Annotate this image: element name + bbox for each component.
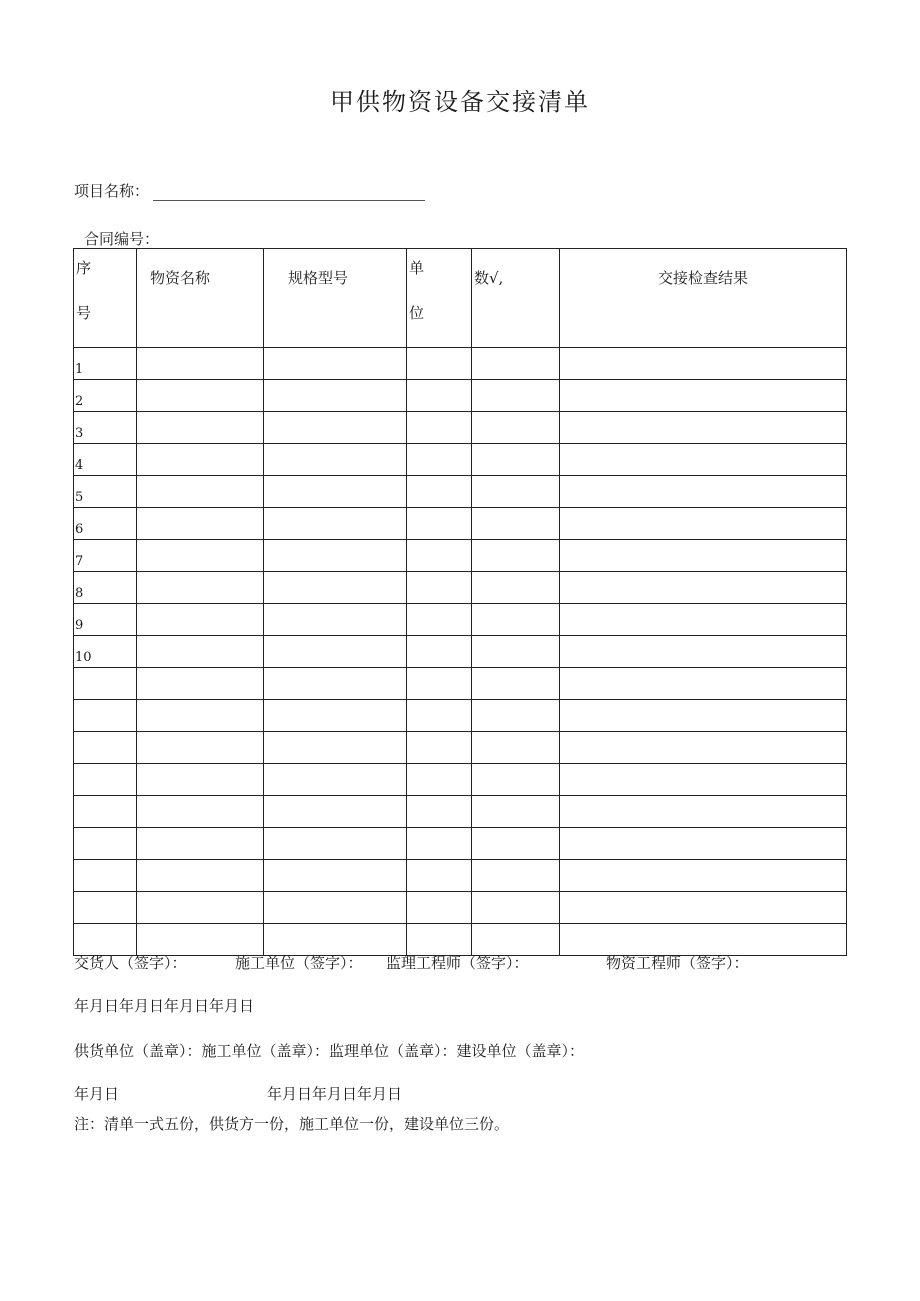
table-row <box>74 508 847 540</box>
cell-qty[interactable] <box>472 668 560 700</box>
cell-result[interactable] <box>560 476 847 508</box>
cell-qty[interactable] <box>472 572 560 604</box>
cell-spec[interactable] <box>264 412 407 444</box>
cell-result[interactable] <box>560 668 847 700</box>
table-row <box>74 444 847 476</box>
cell-unit[interactable] <box>407 732 472 764</box>
cell-name[interactable] <box>137 732 264 764</box>
cell-result[interactable] <box>560 604 847 636</box>
cell-qty[interactable] <box>472 444 560 476</box>
cell-result[interactable] <box>560 892 847 924</box>
cell-name[interactable] <box>137 828 264 860</box>
table-row <box>74 796 847 828</box>
cell-name[interactable] <box>137 700 264 732</box>
header-qty <box>472 249 560 348</box>
header-seq <box>74 249 137 348</box>
cell-unit[interactable] <box>407 540 472 572</box>
header-qty-label: 数√, <box>474 269 504 287</box>
cell-name[interactable] <box>137 796 264 828</box>
cell-spec[interactable] <box>264 476 407 508</box>
cell-qty[interactable] <box>472 860 560 892</box>
cell-unit[interactable] <box>407 828 472 860</box>
header-result <box>560 249 847 348</box>
cell-spec[interactable] <box>264 444 407 476</box>
cell-qty[interactable] <box>472 732 560 764</box>
materials-signature-label: 物资工程师（签字）： <box>606 954 749 972</box>
cell-seq: 5 <box>74 476 137 508</box>
cell-spec[interactable] <box>264 348 407 380</box>
cell-qty[interactable] <box>472 636 560 668</box>
cell-qty[interactable] <box>472 348 560 380</box>
table-row <box>74 764 847 796</box>
header-unit-bottom: 位 <box>409 304 425 322</box>
header-result-label: 交接检查结果 <box>657 269 748 287</box>
cell-name[interactable] <box>137 476 264 508</box>
cell-unit[interactable] <box>407 476 472 508</box>
cell-seq <box>74 860 137 892</box>
cell-unit[interactable] <box>407 668 472 700</box>
table-row <box>74 476 847 508</box>
cell-seq <box>74 732 137 764</box>
cell-qty[interactable] <box>472 380 560 412</box>
cell-name[interactable] <box>137 892 264 924</box>
cell-seq <box>74 828 137 860</box>
header-unit-top: 单 <box>409 259 425 277</box>
contractor-signature-label: 施工单位（签字）： <box>235 954 363 972</box>
table-row <box>74 668 847 700</box>
cell-result[interactable] <box>560 348 847 380</box>
cell-qty[interactable] <box>472 700 560 732</box>
cell-result[interactable] <box>560 412 847 444</box>
cell-seq <box>74 892 137 924</box>
cell-spec[interactable] <box>264 700 407 732</box>
cell-spec[interactable] <box>264 828 407 860</box>
cell-qty[interactable] <box>472 508 560 540</box>
table-body <box>74 348 847 956</box>
cell-name[interactable] <box>137 540 264 572</box>
cell-result[interactable] <box>560 700 847 732</box>
table-row <box>74 828 847 860</box>
date-row-2-first: 年月日 <box>74 1085 120 1103</box>
contract-number-label: 合同编号： <box>84 230 160 248</box>
contract-number-input[interactable] <box>161 234 433 249</box>
cell-qty[interactable] <box>472 540 560 572</box>
seal-row: 供货单位（盖章）：施工单位（盖章）：监理单位（盖章）：建设单位（盖章）： <box>74 1042 585 1060</box>
header-seq-top: 序 <box>76 259 92 277</box>
table-row <box>74 700 847 732</box>
cell-result[interactable] <box>560 540 847 572</box>
cell-seq <box>74 668 137 700</box>
cell-seq <box>74 796 137 828</box>
header-spec-label: 规格型号 <box>288 269 349 287</box>
cell-result[interactable] <box>560 636 847 668</box>
cell-result[interactable] <box>560 572 847 604</box>
header-name <box>137 249 264 348</box>
cell-name[interactable] <box>137 412 264 444</box>
table-row <box>74 348 847 380</box>
cell-result[interactable] <box>560 508 847 540</box>
contract-number-field <box>84 228 433 249</box>
cell-spec[interactable] <box>264 732 407 764</box>
table-row <box>74 380 847 412</box>
cell-seq: 6 <box>74 508 137 540</box>
cell-name[interactable] <box>137 860 264 892</box>
cell-seq: 7 <box>74 540 137 572</box>
project-name-label: 项目名称： <box>74 182 150 200</box>
cell-seq <box>74 764 137 796</box>
table-row <box>74 572 847 604</box>
cell-name[interactable] <box>137 444 264 476</box>
cell-seq <box>74 924 137 956</box>
cell-spec[interactable] <box>264 924 407 956</box>
cell-spec[interactable] <box>264 892 407 924</box>
cell-seq <box>74 700 137 732</box>
cell-unit[interactable] <box>407 348 472 380</box>
cell-seq: 3 <box>74 412 137 444</box>
table-row <box>74 604 847 636</box>
header-name-label: 物资名称 <box>150 269 211 287</box>
cell-spec[interactable] <box>264 636 407 668</box>
cell-seq: 10 <box>74 636 137 668</box>
cell-spec[interactable] <box>264 668 407 700</box>
cell-name[interactable] <box>137 636 264 668</box>
cell-result[interactable] <box>560 732 847 764</box>
cell-result[interactable] <box>560 444 847 476</box>
cell-qty[interactable] <box>472 764 560 796</box>
cell-name[interactable] <box>137 764 264 796</box>
table-row <box>74 412 847 444</box>
table-header-row <box>74 249 847 348</box>
cell-unit[interactable] <box>407 796 472 828</box>
cell-qty[interactable] <box>472 412 560 444</box>
handover-table <box>73 248 847 956</box>
cell-unit[interactable] <box>407 860 472 892</box>
cell-spec[interactable] <box>264 508 407 540</box>
cell-unit[interactable] <box>407 380 472 412</box>
cell-seq: 8 <box>74 572 137 604</box>
cell-unit[interactable] <box>407 924 472 956</box>
cell-name[interactable] <box>137 572 264 604</box>
cell-name[interactable] <box>137 348 264 380</box>
date-row-2-rest: 年月日年月日年月日 <box>267 1085 403 1103</box>
cell-unit[interactable] <box>407 636 472 668</box>
header-seq-bottom: 号 <box>76 304 92 322</box>
project-name-input[interactable] <box>153 186 425 201</box>
cell-name[interactable] <box>137 508 264 540</box>
document-title: 甲供物资设备交接清单 <box>330 88 590 116</box>
table-row <box>74 636 847 668</box>
cell-qty[interactable] <box>472 828 560 860</box>
cell-qty[interactable] <box>472 892 560 924</box>
cell-unit[interactable] <box>407 604 472 636</box>
cell-unit[interactable] <box>407 444 472 476</box>
cell-result[interactable] <box>560 796 847 828</box>
cell-unit[interactable] <box>407 572 472 604</box>
date-row-1: 年月日年月日年月日年月日 <box>74 997 255 1015</box>
table-row <box>74 892 847 924</box>
supervisor-signature-label: 监理工程师（签字）： <box>386 954 529 972</box>
table-row <box>74 860 847 892</box>
cell-spec[interactable] <box>264 572 407 604</box>
cell-spec[interactable] <box>264 604 407 636</box>
header-spec <box>264 249 407 348</box>
cell-seq: 4 <box>74 444 137 476</box>
table-row <box>74 540 847 572</box>
cell-unit[interactable] <box>407 892 472 924</box>
cell-result[interactable] <box>560 828 847 860</box>
cell-seq: 9 <box>74 604 137 636</box>
header-unit <box>407 249 472 348</box>
cell-name[interactable] <box>137 924 264 956</box>
cell-result[interactable] <box>560 380 847 412</box>
cell-qty[interactable] <box>472 796 560 828</box>
cell-name[interactable] <box>137 604 264 636</box>
cell-spec[interactable] <box>264 860 407 892</box>
cell-qty[interactable] <box>472 604 560 636</box>
cell-spec[interactable] <box>264 764 407 796</box>
cell-unit[interactable] <box>407 764 472 796</box>
table-row <box>74 732 847 764</box>
cell-spec[interactable] <box>264 540 407 572</box>
cell-spec[interactable] <box>264 796 407 828</box>
table-row <box>74 924 847 956</box>
note: 注：清单一式五份，供货方一份，施工单位一份，建设单位三份。 <box>74 1115 510 1133</box>
cell-seq: 2 <box>74 380 137 412</box>
cell-name[interactable] <box>137 668 264 700</box>
cell-name[interactable] <box>137 380 264 412</box>
cell-result[interactable] <box>560 924 847 956</box>
cell-unit[interactable] <box>407 700 472 732</box>
cell-unit[interactable] <box>407 412 472 444</box>
cell-qty[interactable] <box>472 476 560 508</box>
project-name-field <box>74 180 425 201</box>
cell-result[interactable] <box>560 764 847 796</box>
cell-spec[interactable] <box>264 380 407 412</box>
cell-qty[interactable] <box>472 924 560 956</box>
cell-result[interactable] <box>560 860 847 892</box>
cell-seq: 1 <box>74 348 137 380</box>
deliverer-signature-label: 交货人（签字）： <box>74 954 187 972</box>
cell-unit[interactable] <box>407 508 472 540</box>
